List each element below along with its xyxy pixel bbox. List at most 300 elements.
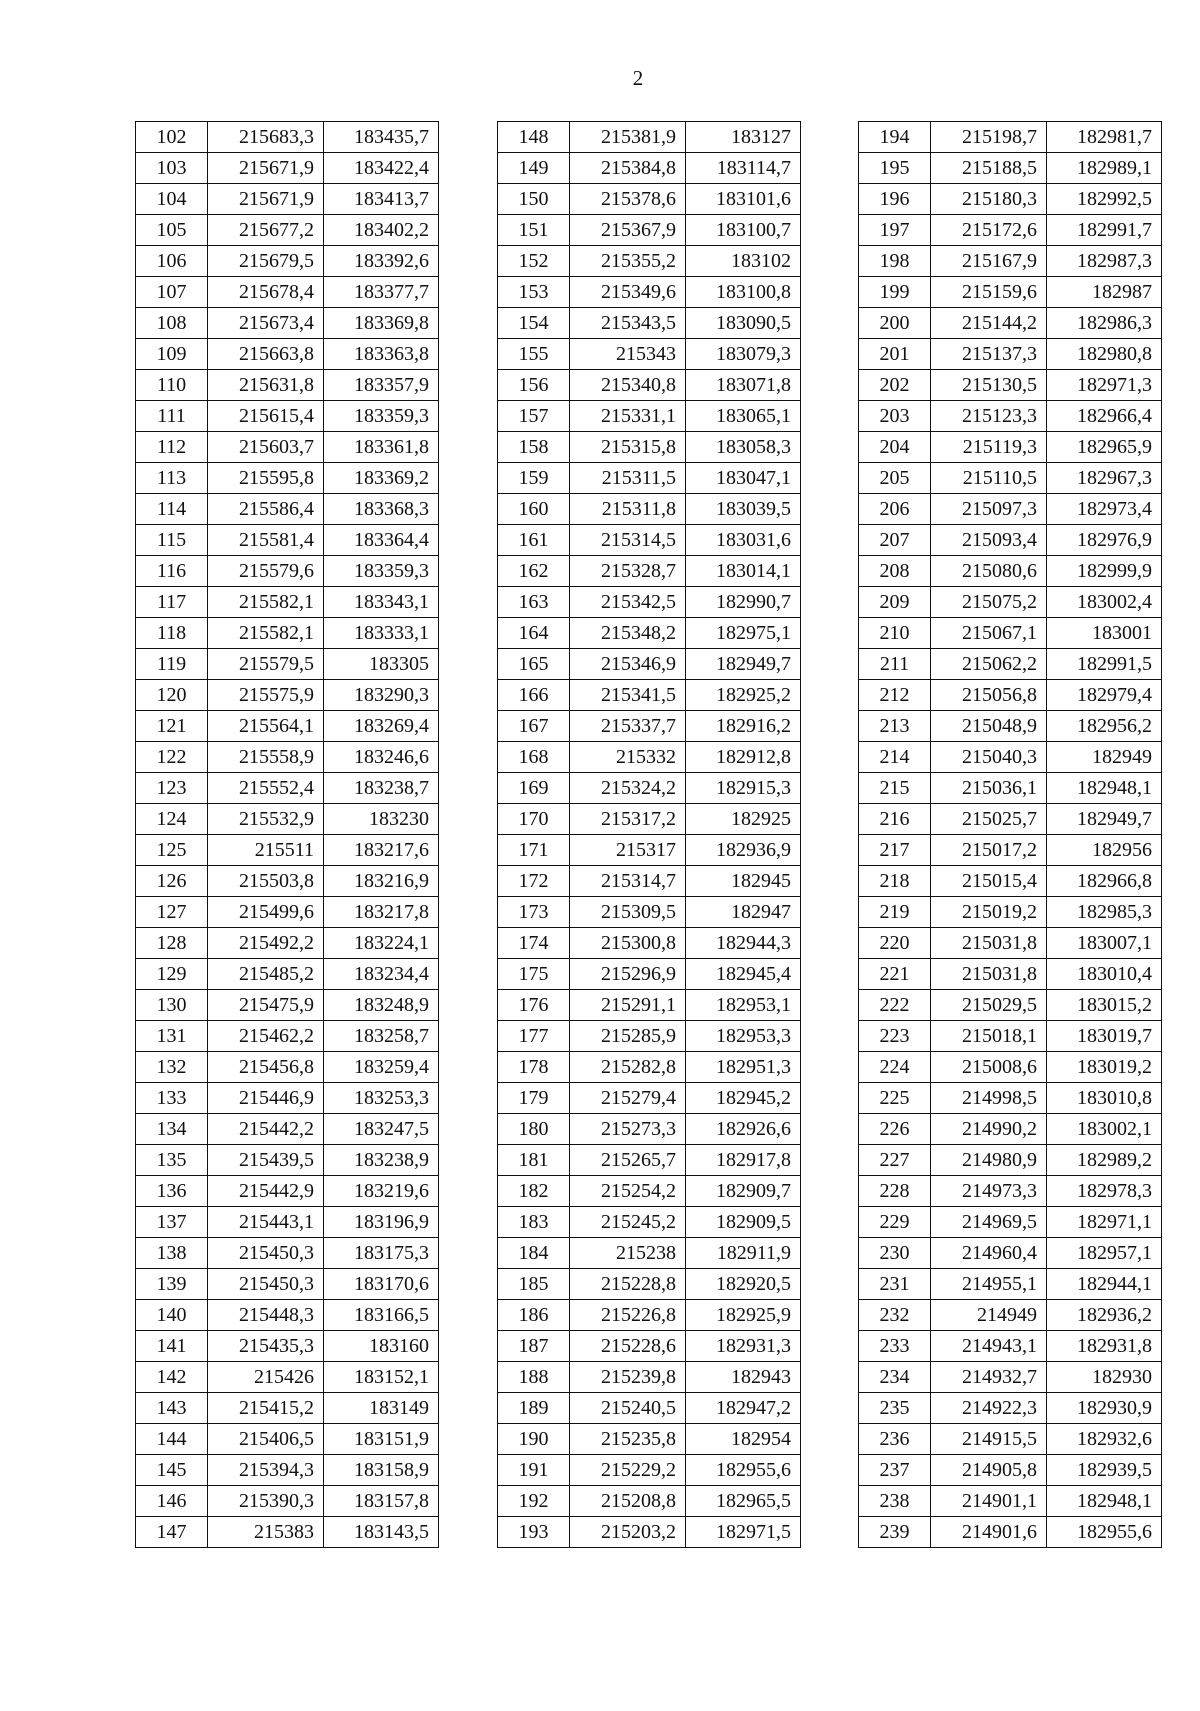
- table-row: [136, 618, 439, 649]
- y-coordinate-cell: 182939,5: [1047, 1455, 1162, 1486]
- table-row: [859, 1362, 1162, 1393]
- table-row: [859, 618, 1162, 649]
- x-coordinate-cell: 215228,6: [570, 1331, 686, 1362]
- x-coordinate-cell: 215348,2: [570, 618, 686, 649]
- table-row: [859, 308, 1162, 339]
- y-coordinate-cell: 182978,3: [1047, 1176, 1162, 1207]
- y-coordinate-cell: 182991,7: [1047, 215, 1162, 246]
- y-coordinate-cell: 183002,1: [1047, 1114, 1162, 1145]
- x-coordinate-cell: 215067,1: [931, 618, 1047, 649]
- table-row: [498, 1238, 801, 1269]
- table-row: [136, 1331, 439, 1362]
- x-coordinate-cell: 215475,9: [208, 990, 324, 1021]
- y-coordinate-cell: 183361,8: [324, 432, 439, 463]
- y-coordinate-cell: 183158,9: [324, 1455, 439, 1486]
- table-row: [859, 1486, 1162, 1517]
- point-number-cell: 179: [498, 1083, 570, 1114]
- x-coordinate-cell: 215198,7: [931, 122, 1047, 153]
- y-coordinate-cell: 182953,3: [686, 1021, 801, 1052]
- x-coordinate-cell: 215552,4: [208, 773, 324, 804]
- table-row: [859, 773, 1162, 804]
- x-coordinate-cell: 215240,5: [570, 1393, 686, 1424]
- y-coordinate-cell: 183151,9: [324, 1424, 439, 1455]
- table-row: [859, 804, 1162, 835]
- x-coordinate-cell: 215558,9: [208, 742, 324, 773]
- table-row: [859, 1269, 1162, 1300]
- point-number-cell: 110: [136, 370, 208, 401]
- y-coordinate-cell: 182948,1: [1047, 1486, 1162, 1517]
- table-row: [859, 1176, 1162, 1207]
- table-row: [136, 866, 439, 897]
- x-coordinate-cell: 215332: [570, 742, 686, 773]
- x-coordinate-cell: 215456,8: [208, 1052, 324, 1083]
- y-coordinate-cell: 182945,4: [686, 959, 801, 990]
- point-number-cell: 155: [498, 339, 570, 370]
- y-coordinate-cell: 183100,7: [686, 215, 801, 246]
- table-row: [859, 928, 1162, 959]
- x-coordinate-cell: 215311,8: [570, 494, 686, 525]
- point-number-cell: 122: [136, 742, 208, 773]
- x-coordinate-cell: 215406,5: [208, 1424, 324, 1455]
- point-number-cell: 235: [859, 1393, 931, 1424]
- y-coordinate-cell: 182956,2: [1047, 711, 1162, 742]
- point-number-cell: 231: [859, 1269, 931, 1300]
- x-coordinate-cell: 215564,1: [208, 711, 324, 742]
- table-row: [859, 1393, 1162, 1424]
- point-number-cell: 220: [859, 928, 931, 959]
- table-row: [136, 1517, 439, 1548]
- table-row: [136, 649, 439, 680]
- y-coordinate-cell: 182965,9: [1047, 432, 1162, 463]
- y-coordinate-cell: 182981,7: [1047, 122, 1162, 153]
- x-coordinate-cell: 215019,2: [931, 897, 1047, 928]
- point-number-cell: 199: [859, 277, 931, 308]
- y-coordinate-cell: 183269,4: [324, 711, 439, 742]
- y-coordinate-cell: 182992,5: [1047, 184, 1162, 215]
- point-number-cell: 234: [859, 1362, 931, 1393]
- table-row: [498, 1486, 801, 1517]
- x-coordinate-cell: 215265,7: [570, 1145, 686, 1176]
- x-coordinate-cell: 215188,5: [931, 153, 1047, 184]
- x-coordinate-cell: 215346,9: [570, 649, 686, 680]
- point-number-cell: 237: [859, 1455, 931, 1486]
- table-row: [498, 1393, 801, 1424]
- x-coordinate-cell: 215603,7: [208, 432, 324, 463]
- y-coordinate-cell: 182911,9: [686, 1238, 801, 1269]
- y-coordinate-cell: 183152,1: [324, 1362, 439, 1393]
- point-number-cell: 181: [498, 1145, 570, 1176]
- y-coordinate-cell: 182989,2: [1047, 1145, 1162, 1176]
- point-number-cell: 129: [136, 959, 208, 990]
- y-coordinate-cell: 182955,6: [1047, 1517, 1162, 1548]
- y-coordinate-cell: 182975,1: [686, 618, 801, 649]
- point-number-cell: 147: [136, 1517, 208, 1548]
- point-number-cell: 139: [136, 1269, 208, 1300]
- x-coordinate-cell: 215503,8: [208, 866, 324, 897]
- y-coordinate-cell: 183101,6: [686, 184, 801, 215]
- table-row: [859, 122, 1162, 153]
- point-number-cell: 124: [136, 804, 208, 835]
- point-number-cell: 195: [859, 153, 931, 184]
- x-coordinate-cell: 214949: [931, 1300, 1047, 1331]
- y-coordinate-cell: 183422,4: [324, 153, 439, 184]
- point-number-cell: 239: [859, 1517, 931, 1548]
- y-coordinate-cell: 183290,3: [324, 680, 439, 711]
- point-number-cell: 213: [859, 711, 931, 742]
- x-coordinate-cell: 215349,6: [570, 277, 686, 308]
- x-coordinate-cell: 215579,5: [208, 649, 324, 680]
- x-coordinate-cell: 215435,3: [208, 1331, 324, 1362]
- x-coordinate-cell: 214932,7: [931, 1362, 1047, 1393]
- point-number-cell: 114: [136, 494, 208, 525]
- point-number-cell: 238: [859, 1486, 931, 1517]
- x-coordinate-cell: 215238: [570, 1238, 686, 1269]
- table-row: [136, 339, 439, 370]
- table-row: [498, 835, 801, 866]
- point-number-cell: 128: [136, 928, 208, 959]
- y-coordinate-cell: 183217,8: [324, 897, 439, 928]
- table-row: [136, 1114, 439, 1145]
- y-coordinate-cell: 182953,1: [686, 990, 801, 1021]
- y-coordinate-cell: 183019,7: [1047, 1021, 1162, 1052]
- point-number-cell: 162: [498, 556, 570, 587]
- x-coordinate-cell: 215015,4: [931, 866, 1047, 897]
- x-coordinate-cell: 215048,9: [931, 711, 1047, 742]
- table-row: [136, 1455, 439, 1486]
- y-coordinate-cell: 182909,5: [686, 1207, 801, 1238]
- x-coordinate-cell: 214943,1: [931, 1331, 1047, 1362]
- y-coordinate-cell: 183058,3: [686, 432, 801, 463]
- table-row: [859, 959, 1162, 990]
- y-coordinate-cell: 182986,3: [1047, 308, 1162, 339]
- x-coordinate-cell: 215300,8: [570, 928, 686, 959]
- point-number-cell: 108: [136, 308, 208, 339]
- point-number-cell: 104: [136, 184, 208, 215]
- x-coordinate-cell: 214905,8: [931, 1455, 1047, 1486]
- table-row: [859, 649, 1162, 680]
- point-number-cell: 232: [859, 1300, 931, 1331]
- y-coordinate-cell: 183238,9: [324, 1145, 439, 1176]
- x-coordinate-cell: 215678,4: [208, 277, 324, 308]
- x-coordinate-cell: 215279,4: [570, 1083, 686, 1114]
- y-coordinate-cell: 183065,1: [686, 401, 801, 432]
- x-coordinate-cell: 215317,2: [570, 804, 686, 835]
- point-number-cell: 107: [136, 277, 208, 308]
- table-row: [136, 1269, 439, 1300]
- x-coordinate-cell: 214915,5: [931, 1424, 1047, 1455]
- table-row: [498, 339, 801, 370]
- point-number-cell: 143: [136, 1393, 208, 1424]
- x-coordinate-cell: 215582,1: [208, 618, 324, 649]
- point-number-cell: 200: [859, 308, 931, 339]
- table-row: [136, 184, 439, 215]
- y-coordinate-cell: 182949: [1047, 742, 1162, 773]
- x-coordinate-cell: 215367,9: [570, 215, 686, 246]
- x-coordinate-cell: 215677,2: [208, 215, 324, 246]
- y-coordinate-cell: 182967,3: [1047, 463, 1162, 494]
- y-coordinate-cell: 182976,9: [1047, 525, 1162, 556]
- point-number-cell: 164: [498, 618, 570, 649]
- point-number-cell: 152: [498, 246, 570, 277]
- x-coordinate-cell: 215159,6: [931, 277, 1047, 308]
- point-number-cell: 196: [859, 184, 931, 215]
- x-coordinate-cell: 215097,3: [931, 494, 1047, 525]
- point-number-cell: 233: [859, 1331, 931, 1362]
- y-coordinate-cell: 183007,1: [1047, 928, 1162, 959]
- table-row: [498, 1021, 801, 1052]
- x-coordinate-cell: 215595,8: [208, 463, 324, 494]
- x-coordinate-cell: 215036,1: [931, 773, 1047, 804]
- table-row: [859, 587, 1162, 618]
- x-coordinate-cell: 215203,2: [570, 1517, 686, 1548]
- y-coordinate-cell: 183001: [1047, 618, 1162, 649]
- table-row: [136, 1486, 439, 1517]
- point-number-cell: 136: [136, 1176, 208, 1207]
- x-coordinate-cell: 215130,5: [931, 370, 1047, 401]
- y-coordinate-cell: 183010,4: [1047, 959, 1162, 990]
- x-coordinate-cell: 215180,3: [931, 184, 1047, 215]
- point-number-cell: 131: [136, 1021, 208, 1052]
- x-coordinate-cell: 215448,3: [208, 1300, 324, 1331]
- x-coordinate-cell: 215450,3: [208, 1269, 324, 1300]
- table-row: [136, 401, 439, 432]
- y-coordinate-cell: 183357,9: [324, 370, 439, 401]
- point-number-cell: 138: [136, 1238, 208, 1269]
- table-row: [136, 928, 439, 959]
- table-row: [136, 215, 439, 246]
- y-coordinate-cell: 183369,2: [324, 463, 439, 494]
- x-coordinate-cell: 215229,2: [570, 1455, 686, 1486]
- y-coordinate-cell: 183247,5: [324, 1114, 439, 1145]
- x-coordinate-cell: 214998,5: [931, 1083, 1047, 1114]
- table-row: [859, 153, 1162, 184]
- y-coordinate-cell: 183248,9: [324, 990, 439, 1021]
- table-row: [498, 122, 801, 153]
- y-coordinate-cell: 183253,3: [324, 1083, 439, 1114]
- y-coordinate-cell: 182980,8: [1047, 339, 1162, 370]
- y-coordinate-cell: 182979,4: [1047, 680, 1162, 711]
- y-coordinate-cell: 183196,9: [324, 1207, 439, 1238]
- table-row: [498, 525, 801, 556]
- y-coordinate-cell: 183369,8: [324, 308, 439, 339]
- y-coordinate-cell: 182951,3: [686, 1052, 801, 1083]
- table-row: [136, 494, 439, 525]
- y-coordinate-cell: 183160: [324, 1331, 439, 1362]
- table-row: [859, 525, 1162, 556]
- x-coordinate-cell: 215673,4: [208, 308, 324, 339]
- y-coordinate-cell: 183015,2: [1047, 990, 1162, 1021]
- point-number-cell: 153: [498, 277, 570, 308]
- table-row: [498, 1207, 801, 1238]
- x-coordinate-cell: 214960,4: [931, 1238, 1047, 1269]
- y-coordinate-cell: 183031,6: [686, 525, 801, 556]
- x-coordinate-cell: 215532,9: [208, 804, 324, 835]
- y-coordinate-cell: 182971,5: [686, 1517, 801, 1548]
- y-coordinate-cell: 183259,4: [324, 1052, 439, 1083]
- point-number-cell: 192: [498, 1486, 570, 1517]
- x-coordinate-cell: 214901,1: [931, 1486, 1047, 1517]
- table-row: [136, 773, 439, 804]
- y-coordinate-cell: 183157,8: [324, 1486, 439, 1517]
- x-coordinate-cell: 215226,8: [570, 1300, 686, 1331]
- point-number-cell: 133: [136, 1083, 208, 1114]
- table-row: [498, 1517, 801, 1548]
- table-row: [136, 742, 439, 773]
- table-row: [498, 215, 801, 246]
- x-coordinate-cell: 215415,2: [208, 1393, 324, 1424]
- table-row: [859, 1238, 1162, 1269]
- y-coordinate-cell: 183175,3: [324, 1238, 439, 1269]
- y-coordinate-cell: 183219,6: [324, 1176, 439, 1207]
- table-row: [859, 1207, 1162, 1238]
- x-coordinate-cell: 215314,5: [570, 525, 686, 556]
- y-coordinate-cell: 183143,5: [324, 1517, 439, 1548]
- table-row: [498, 587, 801, 618]
- x-coordinate-cell: 215296,9: [570, 959, 686, 990]
- y-coordinate-cell: 183413,7: [324, 184, 439, 215]
- table-row: [498, 494, 801, 525]
- point-number-cell: 203: [859, 401, 931, 432]
- x-coordinate-cell: 215093,4: [931, 525, 1047, 556]
- x-coordinate-cell: 215282,8: [570, 1052, 686, 1083]
- point-number-cell: 111: [136, 401, 208, 432]
- x-coordinate-cell: 215575,9: [208, 680, 324, 711]
- point-number-cell: 160: [498, 494, 570, 525]
- table-row: [136, 1021, 439, 1052]
- y-coordinate-cell: 182947: [686, 897, 801, 928]
- point-number-cell: 187: [498, 1331, 570, 1362]
- table-row: [498, 1424, 801, 1455]
- point-number-cell: 142: [136, 1362, 208, 1393]
- y-coordinate-cell: 182987: [1047, 277, 1162, 308]
- y-coordinate-cell: 183258,7: [324, 1021, 439, 1052]
- table-row: [498, 928, 801, 959]
- x-coordinate-cell: 215394,3: [208, 1455, 324, 1486]
- point-number-cell: 163: [498, 587, 570, 618]
- table-row: [136, 990, 439, 1021]
- point-number-cell: 221: [859, 959, 931, 990]
- y-coordinate-cell: 182930,9: [1047, 1393, 1162, 1424]
- point-number-cell: 140: [136, 1300, 208, 1331]
- table-row: [859, 711, 1162, 742]
- point-number-cell: 156: [498, 370, 570, 401]
- x-coordinate-cell: 214980,9: [931, 1145, 1047, 1176]
- x-coordinate-cell: 215663,8: [208, 339, 324, 370]
- x-coordinate-cell: 215586,4: [208, 494, 324, 525]
- x-coordinate-cell: 215245,2: [570, 1207, 686, 1238]
- x-coordinate-cell: 215499,6: [208, 897, 324, 928]
- x-coordinate-cell: 215331,1: [570, 401, 686, 432]
- point-number-cell: 216: [859, 804, 931, 835]
- point-number-cell: 198: [859, 246, 931, 277]
- point-number-cell: 205: [859, 463, 931, 494]
- x-coordinate-cell: 215579,6: [208, 556, 324, 587]
- table-row: [498, 153, 801, 184]
- table-row: [136, 525, 439, 556]
- point-number-cell: 189: [498, 1393, 570, 1424]
- x-coordinate-cell: 215671,9: [208, 153, 324, 184]
- y-coordinate-cell: 183392,6: [324, 246, 439, 277]
- x-coordinate-cell: 215492,2: [208, 928, 324, 959]
- table-row: [498, 1052, 801, 1083]
- x-coordinate-cell: 215381,9: [570, 122, 686, 153]
- point-number-cell: 177: [498, 1021, 570, 1052]
- table-row: [859, 246, 1162, 277]
- x-coordinate-cell: 214969,5: [931, 1207, 1047, 1238]
- point-number-cell: 223: [859, 1021, 931, 1052]
- y-coordinate-cell: 182944,3: [686, 928, 801, 959]
- point-number-cell: 214: [859, 742, 931, 773]
- table-row: [859, 1331, 1162, 1362]
- y-coordinate-cell: 182925,9: [686, 1300, 801, 1331]
- table-row: [136, 804, 439, 835]
- x-coordinate-cell: 215324,2: [570, 773, 686, 804]
- y-coordinate-cell: 183224,1: [324, 928, 439, 959]
- x-coordinate-cell: 215378,6: [570, 184, 686, 215]
- y-coordinate-cell: 182931,3: [686, 1331, 801, 1362]
- point-number-cell: 183: [498, 1207, 570, 1238]
- point-number-cell: 184: [498, 1238, 570, 1269]
- x-coordinate-cell: 215239,8: [570, 1362, 686, 1393]
- table-row: [136, 1300, 439, 1331]
- y-coordinate-cell: 182957,1: [1047, 1238, 1162, 1269]
- x-coordinate-cell: 215291,1: [570, 990, 686, 1021]
- y-coordinate-cell: 182932,6: [1047, 1424, 1162, 1455]
- y-coordinate-cell: 182931,8: [1047, 1331, 1162, 1362]
- point-number-cell: 123: [136, 773, 208, 804]
- y-coordinate-cell: 183359,3: [324, 401, 439, 432]
- x-coordinate-cell: 215119,3: [931, 432, 1047, 463]
- x-coordinate-cell: 215008,6: [931, 1052, 1047, 1083]
- x-coordinate-cell: 215442,2: [208, 1114, 324, 1145]
- table-row: [498, 897, 801, 928]
- y-coordinate-cell: 182954: [686, 1424, 801, 1455]
- x-coordinate-cell: 214901,6: [931, 1517, 1047, 1548]
- table-row: [859, 1424, 1162, 1455]
- table-row: [136, 587, 439, 618]
- y-coordinate-cell: 182987,3: [1047, 246, 1162, 277]
- point-number-cell: 145: [136, 1455, 208, 1486]
- point-number-cell: 185: [498, 1269, 570, 1300]
- point-number-cell: 186: [498, 1300, 570, 1331]
- table-row: [859, 1145, 1162, 1176]
- table-row: [498, 649, 801, 680]
- x-coordinate-cell: 215172,6: [931, 215, 1047, 246]
- table-row: [859, 339, 1162, 370]
- table-row: [498, 308, 801, 339]
- y-coordinate-cell: 183127: [686, 122, 801, 153]
- y-coordinate-cell: 183166,5: [324, 1300, 439, 1331]
- y-coordinate-cell: 183402,2: [324, 215, 439, 246]
- x-coordinate-cell: 215582,1: [208, 587, 324, 618]
- table-row: [859, 1052, 1162, 1083]
- point-number-cell: 117: [136, 587, 208, 618]
- y-coordinate-cell: 182966,4: [1047, 401, 1162, 432]
- point-number-cell: 194: [859, 122, 931, 153]
- x-coordinate-cell: 215254,2: [570, 1176, 686, 1207]
- y-coordinate-cell: 183359,3: [324, 556, 439, 587]
- point-number-cell: 166: [498, 680, 570, 711]
- table-row: [498, 742, 801, 773]
- x-coordinate-cell: 215137,3: [931, 339, 1047, 370]
- y-coordinate-cell: 182999,9: [1047, 556, 1162, 587]
- x-coordinate-cell: 215040,3: [931, 742, 1047, 773]
- y-coordinate-cell: 183079,3: [686, 339, 801, 370]
- table-row: [859, 184, 1162, 215]
- table-row: [498, 1269, 801, 1300]
- y-coordinate-cell: 183368,3: [324, 494, 439, 525]
- point-number-cell: 134: [136, 1114, 208, 1145]
